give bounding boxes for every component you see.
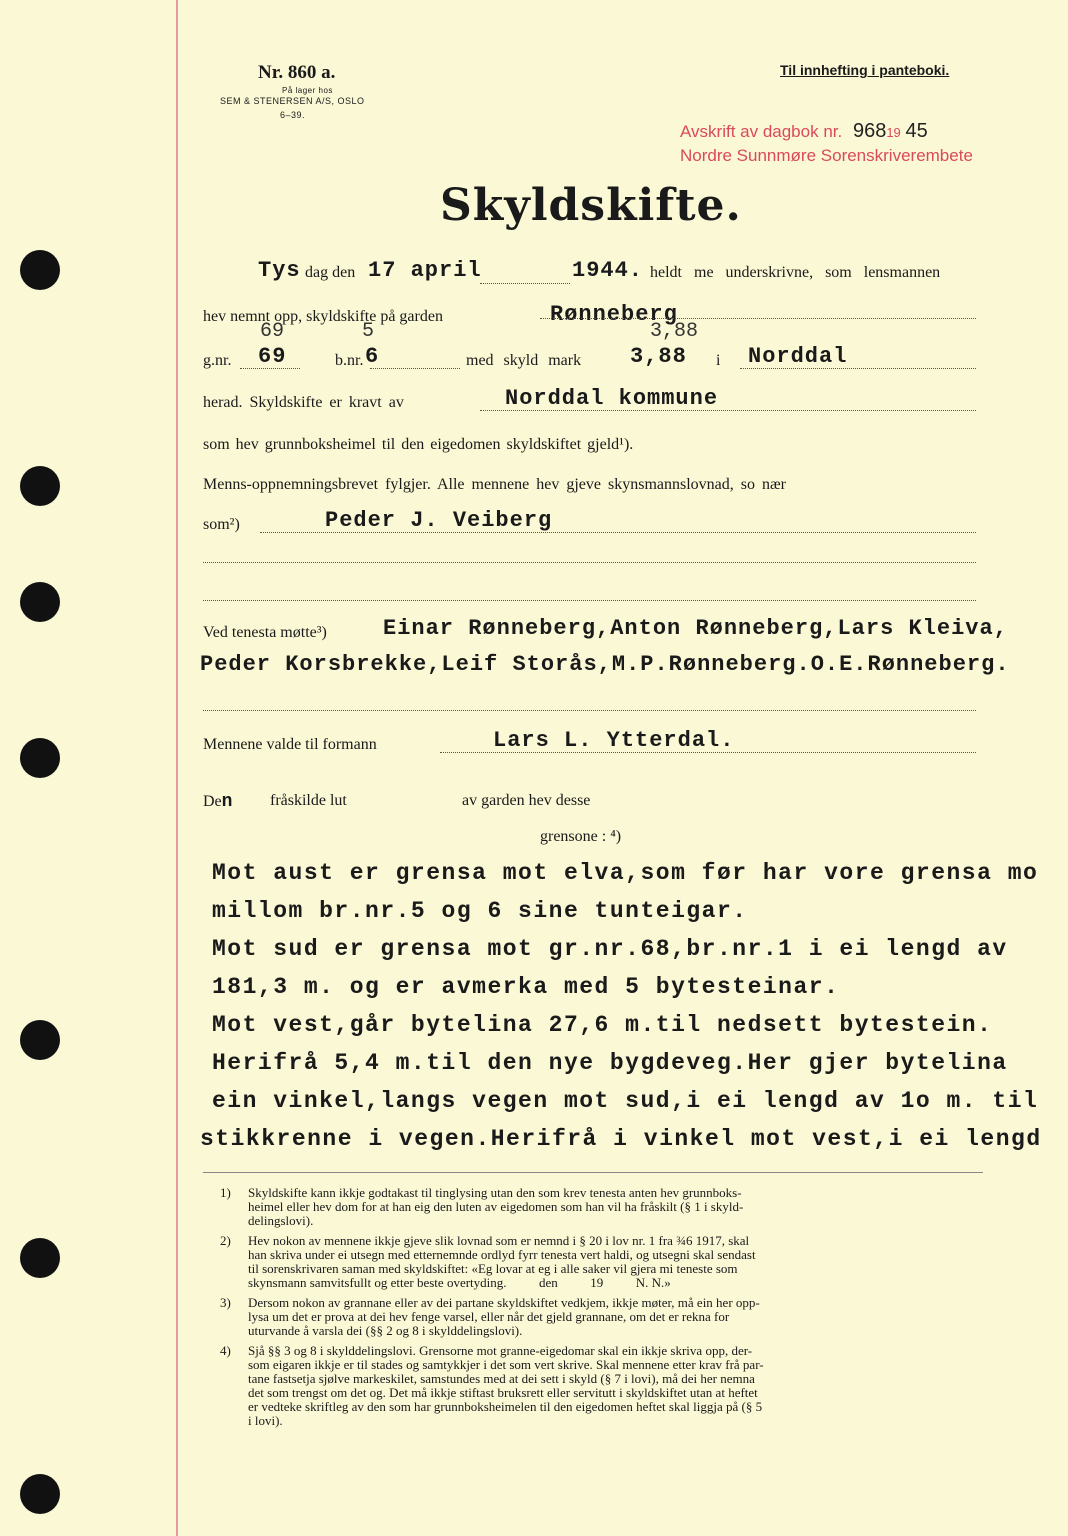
label-hev-nemnt: hev nemnt opp, skyldskifte på garden xyxy=(203,308,443,325)
boundary-line: stikkrenne i vegen.Herifrå i vinkel mot vest,i ei lengd xyxy=(200,1126,1042,1152)
label-heldt: heldt me underskrivne, som lensmannen xyxy=(650,264,941,281)
journal-year: 45 xyxy=(905,120,928,142)
year-typed: 1944. xyxy=(572,258,644,283)
boundary-line: 181,3 m. og er avmerka med 5 bytesteinar. xyxy=(212,974,840,1000)
footnote-2 xyxy=(248,1234,756,1290)
den-typed: n xyxy=(221,792,234,812)
label-som: som²) xyxy=(203,516,240,533)
punch-hole xyxy=(20,1238,60,1278)
label-den xyxy=(203,792,233,812)
footnote-line: han skriva under ei utsegn med etternemnde ordlyd fyrr tenesta vert haldi, og utsegni skal sendast xyxy=(248,1247,756,1262)
footnote-mark: 4) xyxy=(220,1343,231,1358)
gnr-typed: 69 xyxy=(258,344,287,369)
printer-name: SEM & STENERSEN A/S, OSLO xyxy=(220,96,365,106)
label-grunnbok: som hev grunnboksheimel til den eigedomen skyldskiftet gjeld¹). xyxy=(203,436,634,453)
label-med-skyld: med skyld mark xyxy=(466,352,582,369)
label-herad: herad. Skyldskifte er kravt av xyxy=(203,394,404,411)
footnote-line: Sjå §§ 3 og 8 i skylddelingslovi. Grensorne mot granne-eigedomar skal ein ikkje skriva opp, der- xyxy=(248,1343,753,1358)
footnote-line: heimel eller hev dom for at han eig den luten av eigedomen som han vil ha fråskilt (§ 1 i skyld- xyxy=(248,1199,744,1214)
punch-hole xyxy=(20,582,60,622)
label-grensone: grensone : ⁴) xyxy=(540,828,622,845)
herad-name: Norddal xyxy=(748,344,848,369)
boundary-line: Mot vest,går bytelina 27,6 m.til nedsett bytestein. xyxy=(212,1012,993,1038)
skyld-typed: 3,88 xyxy=(630,344,687,369)
boundary-line: Herifrå 5,4 m.til den nye bygdeveg.Her gjer bytelina xyxy=(212,1050,1008,1076)
footnote-line: det som trengst om det og. Det må ikkje stiftast bruksrett eller servitutt i skyldskiftet utan at heftet xyxy=(248,1385,758,1400)
attendees-line1: Einar Rønneberg,Anton Rønneberg,Lars Kleiva, xyxy=(383,616,1008,641)
punch-hole xyxy=(20,1020,60,1060)
boundary-line: ein vinkel,langs vegen mot sud,i ei lengd av 1o m. til xyxy=(212,1088,1039,1114)
form-number: Nr. 860 a. xyxy=(258,62,336,83)
footnote-line: delingslovi). xyxy=(248,1213,314,1228)
label-i: i xyxy=(716,352,721,369)
skyld-handwritten: 3,88 xyxy=(650,320,699,343)
footnote-line: som eigaren ikkje er til stades og samtykkjer i det som vert skrive. Skal mennene etter krav frå par- xyxy=(248,1357,764,1372)
chairman: Lars L. Ytterdal. xyxy=(493,728,735,753)
label-fraskilde: fråskilde lut xyxy=(270,792,347,809)
bnr-handwritten: 5 xyxy=(362,320,375,343)
stamp-office: Nordre Sunnmøre Sorenskriverembete xyxy=(680,146,973,165)
printer-line: På lager hos xyxy=(282,86,333,95)
footnote-line: tane fastsetja sjølve markeskilet, samstundes med at dei sett i skyld (§ 7 i lovi), må dei her nemna xyxy=(248,1371,755,1386)
stamp-year-prefix: 19 xyxy=(886,125,901,140)
requested-by: Norddal kommune xyxy=(505,386,719,411)
punch-hole xyxy=(20,1474,60,1514)
footnote-mark: 1) xyxy=(220,1185,231,1200)
boundary-line: Mot sud er grensa mot gr.nr.68,br.nr.1 i ei lengd av xyxy=(212,936,1008,962)
stamp-prefix: Avskrift av dagbok nr. xyxy=(680,122,843,141)
printer-date: 6–39. xyxy=(280,110,306,120)
label-bnr: b.nr. xyxy=(335,352,364,369)
label-menns: Menns-oppnemningsbrevet fylgjer. Alle mennene hev gjeve skynsmannslovnad, so nær xyxy=(203,476,787,493)
footnote-line: Hev nokon av mennene ikkje gjeve slik lovnad som er nemnd i § 20 i lov nr. 1 fra ¾6 1917, skal xyxy=(248,1233,750,1248)
day-typed: Tys xyxy=(258,258,301,283)
oath-person: Peder J. Veiberg xyxy=(325,508,553,533)
footnote-4 xyxy=(248,1344,764,1428)
footnote-line: Skyldskifte kann ikkje godtakast til tinglysing utan den som krev tenesta anten hev grunnboks- xyxy=(248,1185,742,1200)
date-typed: 17 april xyxy=(368,258,482,283)
gnr-handwritten: 69 xyxy=(260,320,285,343)
footnote-line: skynsmann samvitsfullt og etter beste overtyding. den 19 N. N.» xyxy=(248,1275,671,1290)
footnote-mark: 3) xyxy=(220,1295,231,1310)
boundary-line: millom br.nr.5 og 6 sine tunteigar. xyxy=(212,898,748,924)
footnote-line: er vedteke skriftleg av den som har grunnboksheimelen til den eigedomen heftet skal liggja på (§ 5 xyxy=(248,1399,763,1414)
footnote-line: i lovi). xyxy=(248,1413,283,1428)
boundary-line: Mot aust er grensa mot elva,som før har vore grensa mo xyxy=(212,860,1039,886)
footnote-3 xyxy=(248,1296,760,1338)
footnote-mark: 2) xyxy=(220,1233,231,1248)
footnote-line: Dersom nokon av grannane eller av dei partane skyldskiftet vedkjem, ikkje møter, må ein her opp- xyxy=(248,1295,760,1310)
footnote-line: uturvande å varsla dei (§§ 2 og 8 i skylddelingslovi). xyxy=(248,1323,523,1338)
filing-note: Til innhefting i panteboki. xyxy=(780,62,950,78)
label-gnr: g.nr. xyxy=(203,352,232,369)
footnote-1 xyxy=(248,1186,743,1228)
punch-hole xyxy=(20,466,60,506)
punch-hole xyxy=(20,250,60,290)
label-de: De xyxy=(203,793,222,810)
label-ved-tenesta: Ved tenesta møtte³) xyxy=(203,624,327,641)
punch-hole xyxy=(20,738,60,778)
footnote-line: til sorenskrivaren saman med skyldskiftet: «Eg lovar at eg i alle saker vil gjera mi teneste som xyxy=(248,1261,738,1276)
footnote-line: lysa um det er prova at dei hev fenge varsel, eller når det gjeld grannane, om det er rekna for xyxy=(248,1309,730,1324)
bnr-typed: 6 xyxy=(365,344,380,369)
margin-rule xyxy=(176,0,178,1536)
label-dag-den: dag den xyxy=(305,264,356,281)
document-title: Skyldskifte. xyxy=(440,180,742,231)
stamp-line1 xyxy=(680,120,928,143)
label-formann: Mennene valde til formann xyxy=(203,736,377,753)
farm-name: Rønneberg xyxy=(550,302,678,327)
label-av-garden: av garden hev desse xyxy=(462,792,591,809)
attendees-line2: Peder Korsbrekke,Leif Storås,M.P.Rønneberg.O.E.Rønneberg. xyxy=(200,652,1010,677)
journal-number: 968 xyxy=(852,120,887,142)
footnote-rule xyxy=(203,1172,983,1173)
